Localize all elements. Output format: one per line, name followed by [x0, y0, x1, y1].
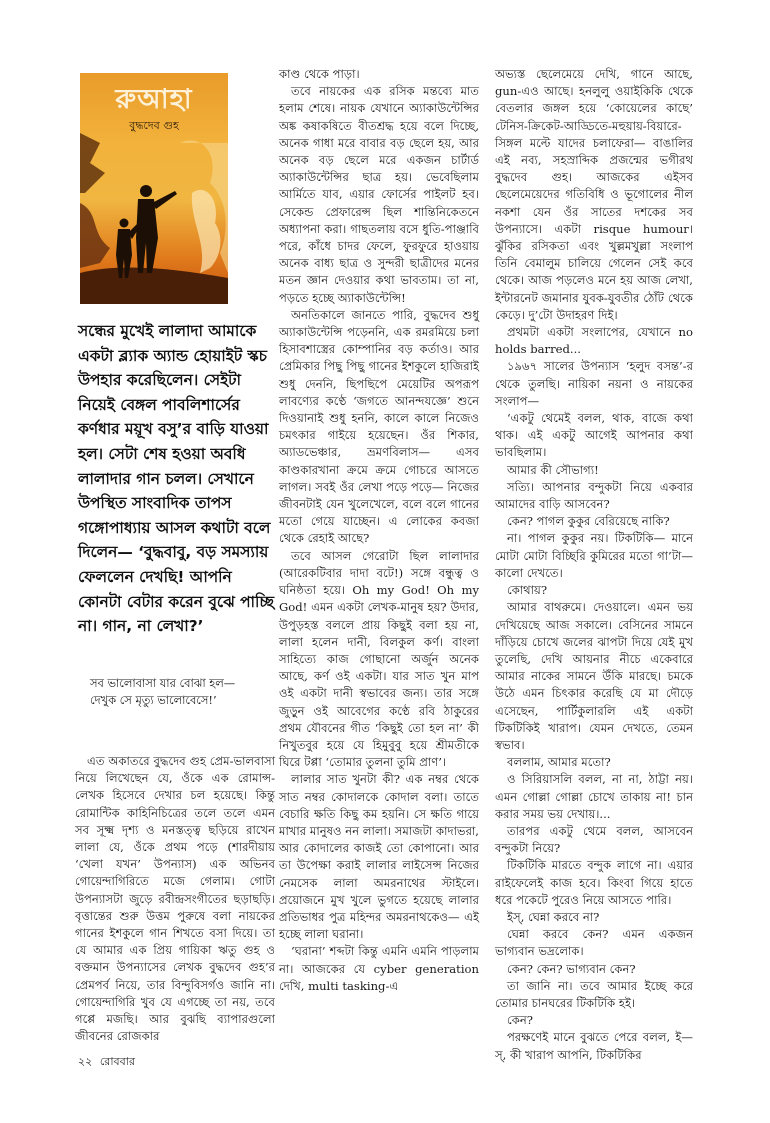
paragraph: তা জানি না। তবে আমার ইচ্ছে করে তোমার চানঘরের টিকটিকি হই। — [495, 978, 693, 1010]
paragraph: সত্যি। আপনার বন্দুকটা নিয়ে একবার আমাদের বাড়ি আসবেন? — [495, 479, 693, 512]
book-cover-title: রুআহা — [115, 84, 193, 115]
paragraph: পরক্ষণেই মানে বুঝতে পেরে বলল, ই—স্‌, কী খারাপ আপনি, টিকটিকির — [495, 1030, 693, 1062]
paragraph: কেন? — [507, 1013, 533, 1028]
paragraph: বললাম, আমার মতো? — [507, 755, 611, 770]
paragraph: ‘ঘরানা’ শব্দটা কিন্তু এমনি এমনি পাড়লাম না। আজকের যে cyber generation দেখি, multi tasking-এ — [279, 944, 479, 993]
paragraph: না। পাগল কুকুর নয়। টিকটিকি— মানে মোটা মোটা বিচ্ছিরি কুমিরের মতো গা’টা— কালো দেখতে। — [495, 531, 693, 580]
article-column-1 — [75, 675, 275, 1045]
paragraph: লালার সাত খুনটা কী? এক নম্বর থেকে সাত নম্বর কোদালকে কোদাল বলা। তাতে বেচারি ক্ষতি কিছু কম হয়নি। সে ক্ষতি গায়ে মাখার মানুষও নন লালা। সমাজটা কাদাভরা, আর কোদালের কাজই তো কোপানো। আর তা উপেক্ষা করাই লালার লাইসেন্স নিজের নেমসেক লালা অমরনাথের স্টাইলে। প্রয়োজনে মুখ খুলে ভুগতে হয়েছে লালার প্রতিভাধর পুত্র মহিন্দর অমরনাথকেও— এই হচ্ছে লালা ঘরানা। — [279, 772, 479, 942]
poem-line: দেখুক সে মৃত্যু ভালোবেসে!’ — [90, 693, 217, 707]
pull-quote — [78, 319, 280, 639]
pull-quote-text: সন্ধের মুখেই লালাদা আমাকে একটা ব্ল্যাক অ্যান্ড হোয়াইট স্কচ উপহার করেছিলেন। সেইটা নিয়েই বেঙ্গল পাবলিশার্সের কর্ণধার ময়ূখ বসু’র বাড়ি যাওয়া হল। সেটা শেষ হওয়া অবধি লালাদার গান চলল। সেখানে উপস্থিত সাংবাদিক তাপস গঙ্গোপাধ্যায় আসল কথাটা বলে দিলেন— ‘বুদ্ধবাবু, বড় সমস্যায় ফেললেন দেখছি! আপনি কোনটা বেটার করেন বুঝে পাচ্ছি না। গান, না লেখা?’ — [78, 322, 274, 636]
paragraph: অভ্যস্ত ছেলেমেয়ে দেখি, গানে আছে, gun-এও আছে। হনলুলু ওয়াইকিকি থেকে বেতলার জঙ্গল হয়ে ‘কোয়েলের কাছে’ টেনিস-ক্রিকেট-আড্ডিতে-মহুয়ায়-বিয়ারে-সিঙ্গল মল্টে যাদের চলাফেরা— বাঙালির এই নব্য, সহস্রাব্দিক প্রজন্মের ভগীরথ বুদ্ধদেব গুহ। আজকের এইসব ছেলেমেয়েদের গতিবিধি ও ভূগোলের নীল নকশা যেন ওঁর সাতের দশকের সব উপন্যাসে। একটা risque humour। ঝুঁকির রসিকতা এবং খুল্লমখুল্লা সংলাপ তিনি বেমালুম চালিয়ে গেলেন সেই কবে থেকে। আজ পড়লেও মনে হয় আজ লেখা, ইন্টারনেট জমানার যুবক-যুবতীর ঠোঁট থেকে কেড়ে। দু’টো উদাহরণ দিই। — [495, 67, 693, 322]
magazine-name: রোববার — [99, 1055, 136, 1068]
paragraph: কোথায়? — [507, 583, 548, 598]
paragraph: তবে নায়কের এক রসিক মন্তব্যে মাত হলাম শেষে। নায়ক যেখানে অ্যাকাউন্টেন্সির অঙ্ক কষাকষিতে বীতশ্রদ্ধ হয়ে বলে দিচ্ছে, অনেক গাধা মরে বাবার বড় ছেলে হয়, আর অনেক বড় ছেলে মরে একজন চার্টার্ড অ্যাকাউন্টেন্সির ছাত্র হয়। ভেবেছিলাম আর্মিতে যাব, এয়ার ফোর্সের পাইলট হব। সেকেন্ড প্রেফারেন্স ছিল শান্তিনিকেতনে অধ্যাপনা করা। গাছতলায় বসে ধুতি-পাঞ্জাবি পরে, কাঁধে চাদর ফেলে, ফুরফুরে হাওয়ায় অনেক বাধ্য ছাত্র ও সুন্দরী ছাত্রীদের মনের মতন জ্ঞান দেওয়ার কথা ভাবতাম। তা না, পড়তে হচ্ছে অ্যাকাউন্টেন্সি! — [279, 84, 479, 305]
paragraph: ইস্‌, ঘেন্না করবে না? — [507, 909, 600, 924]
paragraph: কাণ্ড থেকে পাড়া। — [279, 67, 360, 81]
paragraph: কেন? কেন? ভাগ্যবান কেন? — [507, 961, 636, 976]
paragraph: ‘একটু থেমেই বলল, থাক, বাজে কথা থাক। এই একটু আগেই আপনার কথা ভাবছিলাম। — [495, 411, 693, 460]
paragraph: টিকটিকি মারতে বন্দুক লাগে না। এয়ার রাইফেলেই কাজ হবে। কিংবা গিয়ে হাতে ধরে পকেটে পুরেও নিয়ে আসতে পারি। — [495, 858, 693, 907]
paragraph: এত অকাতরে বুদ্ধদেব গুহ প্রেম-ভালবাসা নিয়ে লিখেছেন যে, ওঁকে এক রোমান্স-লেখক হিসেবে দেখার চল হয়েছে। কিন্তু রোমান্টিক কাহিনিচিত্রের তলে তলে এমন সব সূক্ষ্ম দৃশ্য ও মনস্তত্ত্ব ছড়িয়ে রাখেন লালা যে, ওঁকে প্রথম পড়ে (শারদীয়ায় ‘খেলা যখন’ উপন্যাস) এক অভিনব গোয়েন্দাগিরিতে মজে গেলাম। গোটা উপন্যাসটা জুড়ে রবীন্দ্রসংগীতের ছড়াছড়ি। বৃত্তান্তের শুরু উত্তম পুরুষে বলা নায়কের গানের ইশকুলে গান শিখতে বসা দিয়ে। তা যে আমার এক প্রিয় গায়িকা ঋতু গুহ ও বক্তমান উপন্যাসের লেখক বুদ্ধদেব গুহ’র প্রেমপর্ব নিয়ে, তার বিন্দুবিসর্গও জানি না। গোয়েন্দাগিরি খুব যে এগচ্ছে তা নয়, তবে গপ্পে মজছি। আর বুঝছি ব্যাপারগুলো জীবনের রোজকার — [75, 754, 275, 1044]
poem-line: সব ভালোবাসা যার বোঝা হল— — [90, 676, 236, 690]
paragraph: কেন? পাগল কুকুর বেরিয়েছে নাকি? — [507, 514, 670, 529]
paragraph: তবে আসল গেরোটা ছিল লালাদার (আরেকটিবার দাদা বটে!) সঙ্গে বন্ধুত্ব ও ঘনিষ্ঠতা হয়ে। Oh my God! Oh my God! এমন একটা লেখক-মানুষ হয়? উদার, উপুড়হস্ত বললে প্রায় কিছুই বলা হয় না, লালা হলেন দানী, বিলকুল কর্ণ। বাংলা সাহিত্যে কাজ গোছানো অর্জুন অনেক আছে, কর্ণ ওই একটা। যার সাত খুন মাপ ওই একটা দানী স্বভাবের জন্য। তার সঙ্গে জুড়ুন ওই আবেগের কণ্ঠে রবি ঠাকুরের প্রথম যৌবনের গীত ‘কিছুই তো হল না’ কী নিখুতবুর হয়ে যে হিমুবুবু হয়ে শ্রীমতীকে ঘিরে টপ্পা ‘তোমার তুলনা তুমি প্রাণ’। — [279, 548, 479, 770]
book-cover-author: বুদ্ধদেব গুহ — [129, 119, 179, 132]
article-column-3 — [495, 66, 693, 1064]
poem-quote — [90, 675, 280, 709]
paragraph: অনতিকালে জানতে পারি, বুদ্ধদেব শুধু অ্যাকাউন্টেন্সি পড়েননি, এক রমরমিয়ে চলা হিসাবশাস্ত্রের কোম্পানির বড় কর্তাও। আর প্রেমিকার পিছু পিছু গানের ইশকুলে হাজিরাই শুধু দেননি, ছিপছিপে মেয়েটির অপরূপ লাবণ্যের কণ্ঠে ‘জগতে আনন্দযজ্ঞে’ শুনে দিওয়ানাই শুধু হননি, কালে কালে নিজেও চমৎকার গাইয়ে হয়েছেন। ওঁর শিকার, অ্যাডভেঞ্চার, ভ্রমণবিলাস— এসব কাণ্ডকারখানা ক্রমে ক্রমে গোচরে আসতে লাগল। সবই ওঁর লেখা পড়ে পড়ে— নিজের জীবনটাই যেন খুলেখেলে, বলে বলে গানের মতো গেয়ে যাচ্ছেন। এ লোকের কবজা থেকে রেহাই আছে? — [279, 307, 479, 546]
paragraph: প্রথমটা একটা সংলাপের, যেখানে no holds barred... — [495, 325, 693, 357]
paragraph: ও সিরিয়াসলি বলল, না না, ঠাট্টা নয়। এমন গোল্লা গোল্লা চোখে তাকায় না! চান করার সময় ভয় দেখায়।... — [495, 772, 693, 821]
paragraph: ঘেন্না করবে কেন? এমন একজন ভাগ্যবান ভদ্রলোক। — [495, 927, 693, 959]
page-footer — [78, 1053, 135, 1072]
paragraph: আমার বাথরুমে। দেওয়ালে। এমন ভয় দেখিয়েছে আজ সকালে। বেসিনের সামনে দাঁড়িয়ে চোখে জলের ঝাপটা দিয়ে যেই মুখ তুলেছি, দেখি আয়নার নীচে একেবারে আমার নাকের সামনে উঁকি মারছে। চমকে উঠে এমন চিৎকার করেছি যে মা দৌড়ে এসেছেন, পার্টিকুলারলি এই একটা টিকটিকিই খারাপ। যেমন দেখতে, তেমন স্বভাব। — [495, 600, 693, 752]
paragraph: তারপর একটু থেমে বলল, আসবেন বন্দুকটা নিয়ে? — [495, 823, 693, 856]
column-1-body — [75, 753, 275, 1045]
paragraph: ১৯৬৭ সালের উপন্যাস ‘হলুদ বসন্ত’-র থেকে তুলছি। নায়িকা নয়না ও নায়কের সংলাপ— — [495, 359, 693, 408]
page-number: ২২ — [78, 1055, 93, 1068]
book-cover-image — [80, 73, 228, 304]
article-column-2 — [279, 66, 479, 995]
paragraph: আমার কী সৌভাগ্য! — [507, 462, 599, 477]
